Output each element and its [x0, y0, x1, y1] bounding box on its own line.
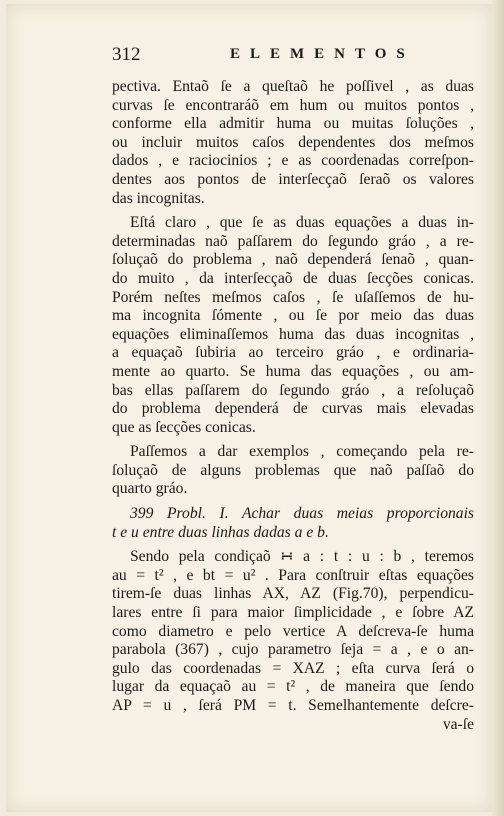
text-line: Eſtá claro , que ſe as duas equações a duas in-: [130, 214, 474, 232]
text-line: equações eliminaſſemos huma das duas incognitas ,: [112, 325, 474, 343]
text-line: Paſſemos a dar exemplos , começando pela re-: [130, 443, 474, 461]
text-line: quarto gráo.: [112, 480, 188, 498]
text-line: bas ellas paſſarem do ſegundo gráo , a reſoluçaõ: [112, 381, 474, 399]
text-line: ſoluçaõ de alguns problemas que naõ paſſaõ do: [112, 461, 474, 479]
text-line: parabola (367) , cujo parametro ſeja = a , e o an-: [112, 641, 474, 659]
paragraph: [112, 548, 474, 734]
paragraph: [112, 443, 474, 499]
page-number: 312: [112, 44, 141, 65]
text-line: tirem-ſe duas linhas AX, AZ (Fig.70), perpendicu-: [112, 585, 474, 603]
text-line: Porém neſtes meſmos caſos , ſe uſaſſemos de hu-: [112, 288, 474, 306]
text-line: lugar da equaçaõ au = t² , de maneira que ſendo: [112, 678, 474, 696]
text-line: determinadas naõ paſſarem do ſegundo gráo , a re-: [112, 232, 474, 250]
text-line: curvas ſe encontraráõ em hum ou muitos pontos ,: [112, 96, 474, 114]
paragraph: [112, 214, 474, 437]
text-line: conforme ella admitir huma ou muitas ſoluções ,: [112, 115, 474, 133]
text-line: au = t² , e bt = u² . Para conſtruir eſtas equações: [112, 566, 474, 584]
text-line: que as ſecções conicas.: [112, 418, 256, 436]
text-line: dados , e raciocinios ; e as coordenadas correſpon-: [112, 152, 474, 170]
catchword: va-ſe: [442, 715, 474, 733]
text-line: Sendo pela condiçaõ ∺ a : t : u : b , teremos: [130, 548, 474, 566]
text-line: ou incluir muitos caſos dependentes dos meſmos: [112, 133, 474, 151]
text-line: lares entre ſi para maior ſimplicidade , e ſobre AZ: [112, 604, 474, 622]
text-line: ſoluçaõ do problema , naõ dependerá ſenaõ , quan-: [112, 251, 474, 269]
text-line: do problema dependerá de curvas mais elevadas: [112, 400, 474, 418]
text-line: a equaçaõ ſubiria ao terceiro gráo , e ordinaria-: [112, 344, 474, 362]
text-line: dentes aos pontos de interſecçaõ ſeraõ os valores: [112, 170, 474, 188]
text-line: AP = u , ſerá PM = t. Semelhantemente deſcre-: [112, 697, 474, 714]
page-header: [112, 44, 472, 66]
text-line: t e u entre duas linhas dadas a e b.: [112, 523, 329, 541]
text-line: das incognitas.: [112, 189, 205, 207]
text-line: do muito , da interſecçaõ de duas ſecções conicas.: [112, 269, 474, 287]
page-edge: [492, 0, 504, 816]
paragraph: [112, 78, 474, 208]
text-line: pectiva. Entaõ ſe a queſtaõ he poſſivel , as duas: [112, 78, 474, 95]
text-line: 399 Probl. I. Achar duas meias proporcionais: [130, 505, 474, 523]
running-head: ELEMENTOS: [230, 46, 415, 62]
text-line: ma incognita ſómente , ou ſe por meio das duas: [112, 307, 474, 325]
problem-statement: [112, 505, 474, 542]
text-line: gulo das coordenadas = XAZ ; eſta curva ſerá o: [112, 659, 474, 677]
text-line: mente ao quarto. Se huma das equações , ou am-: [112, 362, 474, 380]
body-text: [112, 78, 474, 734]
text-line: como diametro e pelo vertice A deſcreva-ſe huma: [112, 622, 474, 640]
